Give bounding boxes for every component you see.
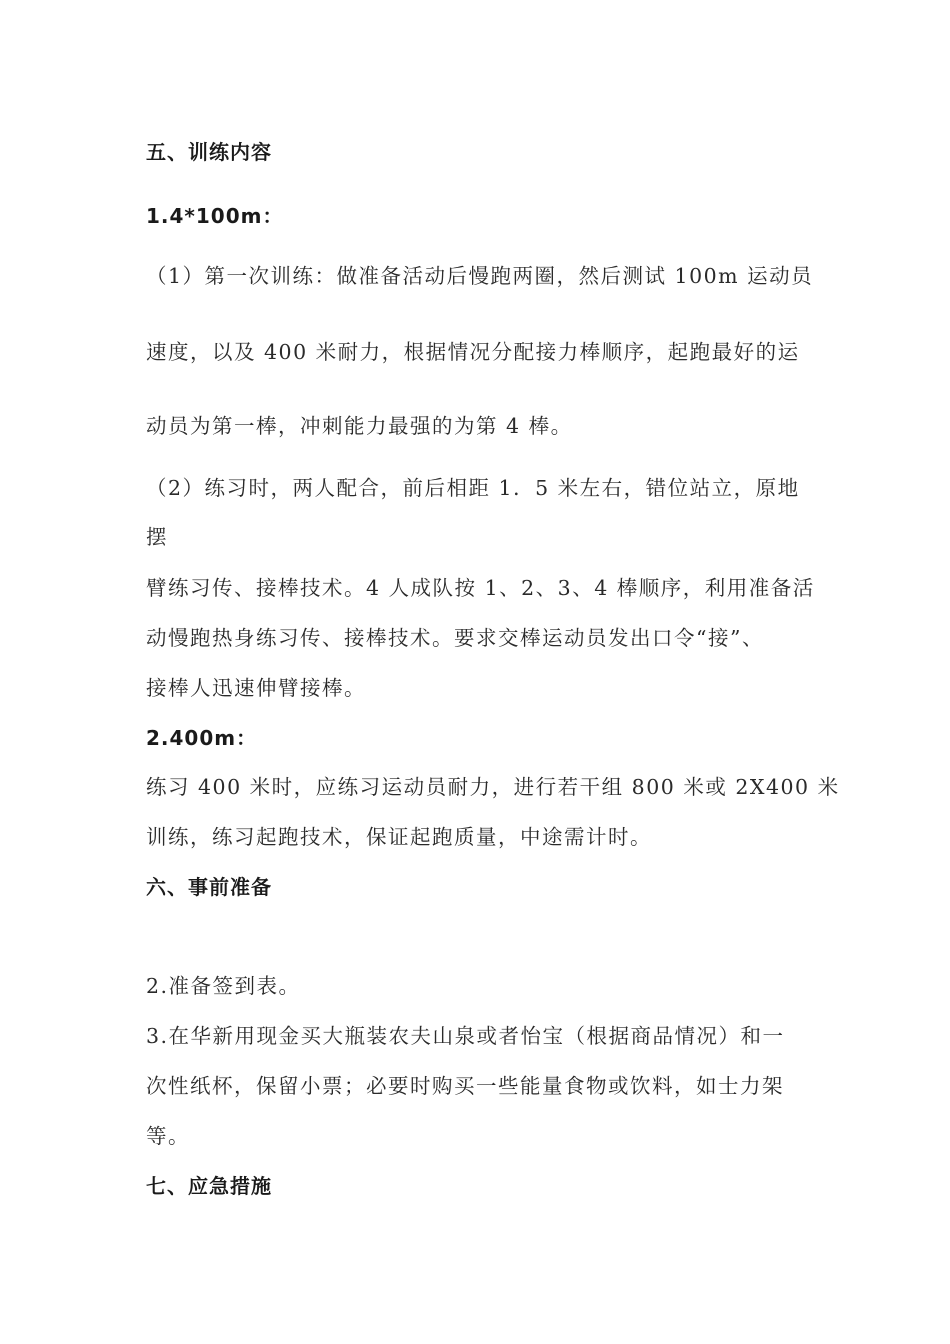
paragraph-line: 动员为第一棒，冲刺能力最强的为第 4 棒。 xyxy=(146,414,573,438)
paragraph-line: 练习 400 米时，应练习运动员耐力，进行若干组 800 米或 2X400 米 xyxy=(146,775,840,799)
list-item: 3.在华新用现金买大瓶装农夫山泉或者怡宝（根据商品情况）和一 xyxy=(146,1024,785,1048)
list-item: 等。 xyxy=(146,1124,190,1148)
paragraph-line: （1）第一次训练：做准备活动后慢跑两圈，然后测试 100m 运动员 xyxy=(146,264,814,288)
paragraph-line: 速度，以及 400 米耐力，根据情况分配接力棒顺序，起跑最好的运 xyxy=(146,340,800,364)
paragraph-line: 训练，练习起跑技术，保证起跑质量，中途需计时。 xyxy=(146,825,652,849)
list-item: 2.准备签到表。 xyxy=(146,974,301,998)
subheading-4x100m: 1.4*100m： xyxy=(146,204,284,228)
section-heading-training-content: 五、训练内容 xyxy=(146,140,272,164)
list-item: 次性纸杯，保留小票；必要时购买一些能量食物或饮料，如士力架 xyxy=(146,1074,784,1098)
paragraph-line: 动慢跑热身练习传、接棒技术。要求交棒运动员发出口令“接”、 xyxy=(146,626,764,650)
paragraph-line: 摆 xyxy=(146,525,168,549)
section-heading-emergency-measures: 七、应急措施 xyxy=(146,1174,272,1198)
paragraph-line: 臂练习传、接棒技术。4 人成队按 1、2、3、4 棒顺序，利用准备活 xyxy=(146,576,815,600)
paragraph-line: （2）练习时，两人配合，前后相距 1．5 米左右，错位站立，原地 xyxy=(146,476,800,500)
paragraph-line: 接棒人迅速伸臂接棒。 xyxy=(146,676,366,700)
section-heading-preparation: 六、事前准备 xyxy=(146,875,272,899)
subheading-400m: 2.400m： xyxy=(146,726,258,750)
